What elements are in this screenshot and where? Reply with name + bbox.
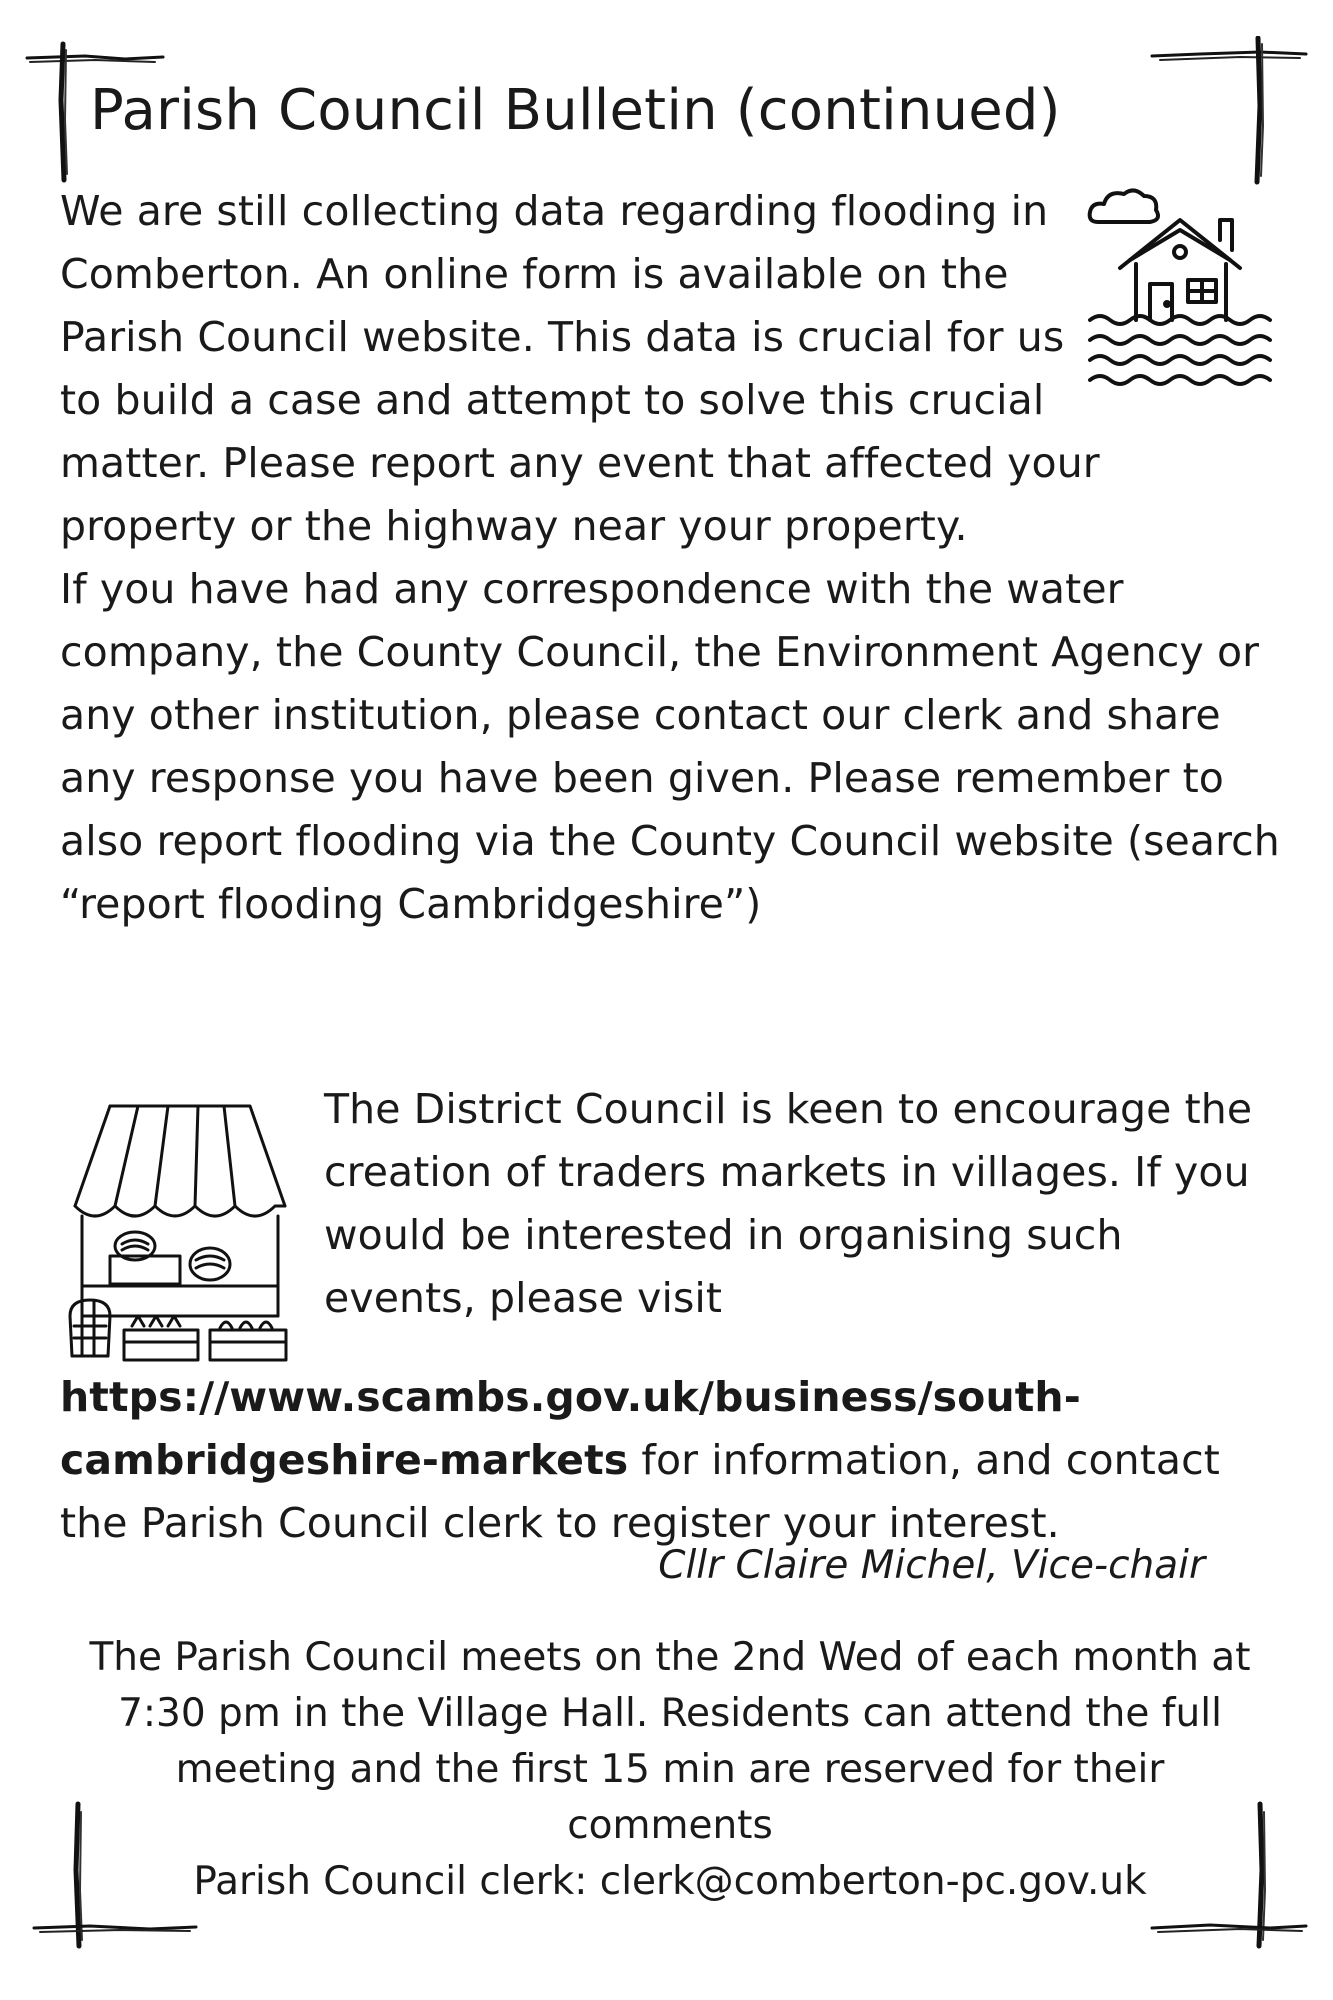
- page-title: Parish Council Bulletin (continued): [90, 78, 1061, 143]
- flooded-house-icon: [1080, 180, 1280, 390]
- meeting-info-text: The Parish Council meets on the 2nd Wed of each month at 7:30 pm in the Village Hall. Residents can attend the full meeting and the first 15 min are reserved for their comments: [89, 1635, 1251, 1848]
- market-stall-icon: [60, 1086, 300, 1366]
- markets-link[interactable]: https://www.scambs.gov.uk/business/south-cambridgeshire-markets: [60, 1373, 1081, 1484]
- flooding-section: [60, 180, 1280, 936]
- flooding-paragraph-1: We are still collecting data regarding flooding in Comberton. An online form is available on the Parish Council website. This data is crucial for us to build a case and attempt to solve this crucial matter. Please report any event that affected your property or the highway near your property.: [60, 187, 1100, 550]
- flooding-paragraph-2: If you have had any correspondence with the water company, the County Council, the Environment Agency or any other institution, please contact our clerk and share any response you have been given. Please remember to also report flooding via the County Council website (search “report flooding Cambridgeshire”): [60, 565, 1280, 928]
- markets-text-before-link: The District Council is keen to encourage the creation of traders markets in villages. If you would be interested in organising such events, please visit: [324, 1085, 1253, 1322]
- markets-section: [60, 1078, 1280, 1555]
- clerk-contact: Parish Council clerk: clerk@comberton-pc.gov.uk: [193, 1859, 1147, 1904]
- markets-text-after-link: for information, and contact the Parish Council clerk to register your interest.: [60, 1436, 1220, 1547]
- signature: Cllr Claire Michel, Vice-chair: [658, 1543, 1205, 1588]
- corner-mark-top-right: [1150, 36, 1310, 186]
- meeting-info: [70, 1630, 1270, 1910]
